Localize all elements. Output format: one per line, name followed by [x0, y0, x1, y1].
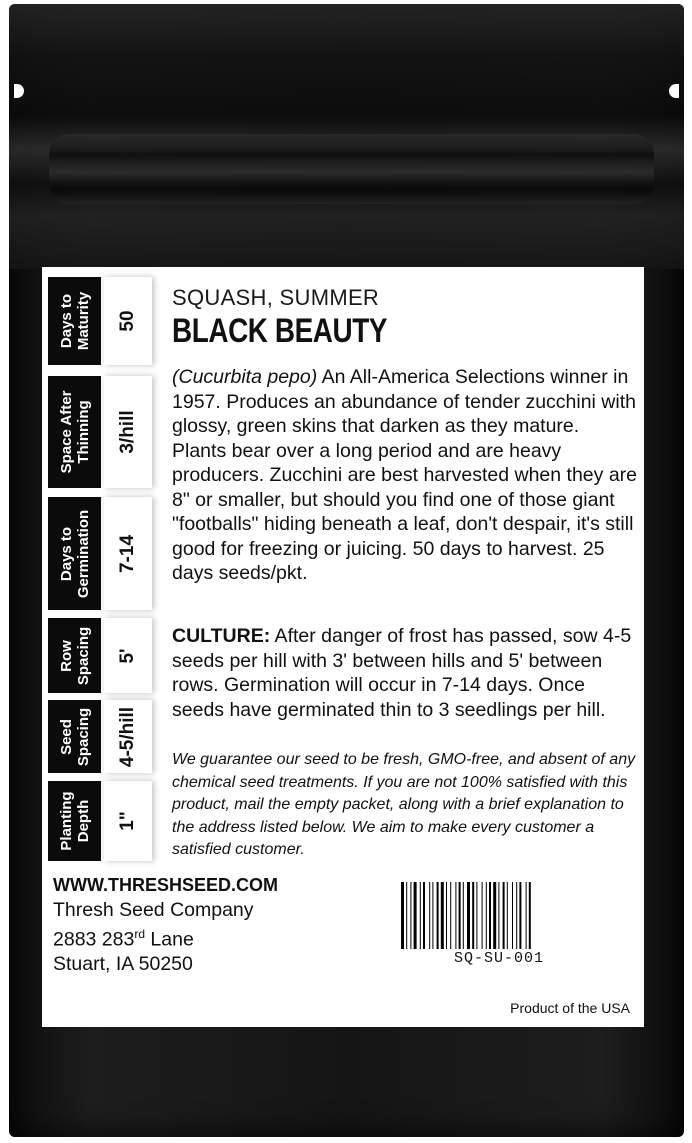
stat-value: 50 — [117, 310, 138, 332]
city-state-zip: Stuart, IA 50250 — [53, 953, 193, 975]
stat-name: Row Spacing — [57, 626, 92, 685]
stat-row-spacing — [48, 618, 152, 693]
stat-name: Days to Maturity — [57, 291, 92, 351]
culture-heading: CULTURE: — [172, 625, 271, 647]
stat-value: 7-14 — [117, 534, 138, 573]
sku-number: SQ-SU-001 — [453, 950, 544, 967]
stat-name: Planting Depth — [57, 791, 92, 851]
website-link[interactable]: WWW.THRESHSEED.COM — [53, 875, 278, 895]
stat-planting-depth — [48, 781, 152, 861]
country-of-origin: Product of the USA — [510, 1000, 630, 1016]
stat-name: Days to Germination — [57, 509, 92, 598]
variety-name: BLACK BEAUTY — [172, 312, 388, 350]
stat-days-to-germination — [48, 497, 152, 610]
variety-description — [172, 365, 637, 586]
guarantee-statement: We guarantee our seed to be fresh, GMO-free, and absent of any chemical seed treatments. If you are not 100% satisfied with this product, mail the empty packet, along with a brief explanation to the address listed below. We aim to make every customer a satisfied customer. — [172, 751, 636, 858]
description-text: An All-America Selections winner in 1957. Produces an abundance of tender zucchini with glossy, green skins that darken as they mature. Plants bear over a long period and are heavy producers. Zucchini are best harvested when they are 8" or smaller, but should you find one of those giant "footballs" hiding beneath a leaf, don't despair, it's still good for freezing or juicing. 50 days to harvest. 25 days seeds/pkt. — [172, 366, 638, 584]
stat-value: 4-5/hill — [117, 706, 138, 767]
culture-instructions — [172, 624, 637, 722]
stat-value: 3/hill — [117, 410, 138, 454]
company-name: Thresh Seed Company — [53, 898, 254, 921]
seed-label — [42, 267, 644, 1027]
tear-notch-right — [669, 84, 679, 98]
stat-days-to-maturity — [48, 277, 152, 365]
packet-zipper — [49, 134, 654, 204]
stat-name: Seed Spacing — [57, 707, 92, 766]
crop-category: SQUASH, SUMMER — [172, 285, 380, 310]
street-address: 2883 283rd Lane — [53, 927, 194, 951]
stat-value: 5' — [117, 647, 138, 664]
stat-seed-spacing — [48, 700, 152, 773]
latin-name: (Cucurbita pepo) — [172, 366, 318, 388]
stat-value: 1" — [117, 811, 138, 831]
company-contact — [53, 873, 278, 977]
stat-space-after-thinning — [48, 376, 152, 488]
barcode-icon — [399, 882, 599, 949]
culture-text: After danger of frost has passed, sow 4-5 seeds per hill with 3' between hills and 5' between rows. Germination will occur in 7-14 days. Once seeds have germinated thin to 3 seedlings per hill. — [172, 625, 632, 721]
tear-notch-left — [14, 84, 24, 98]
stat-name: Space After Thinning — [57, 390, 92, 474]
